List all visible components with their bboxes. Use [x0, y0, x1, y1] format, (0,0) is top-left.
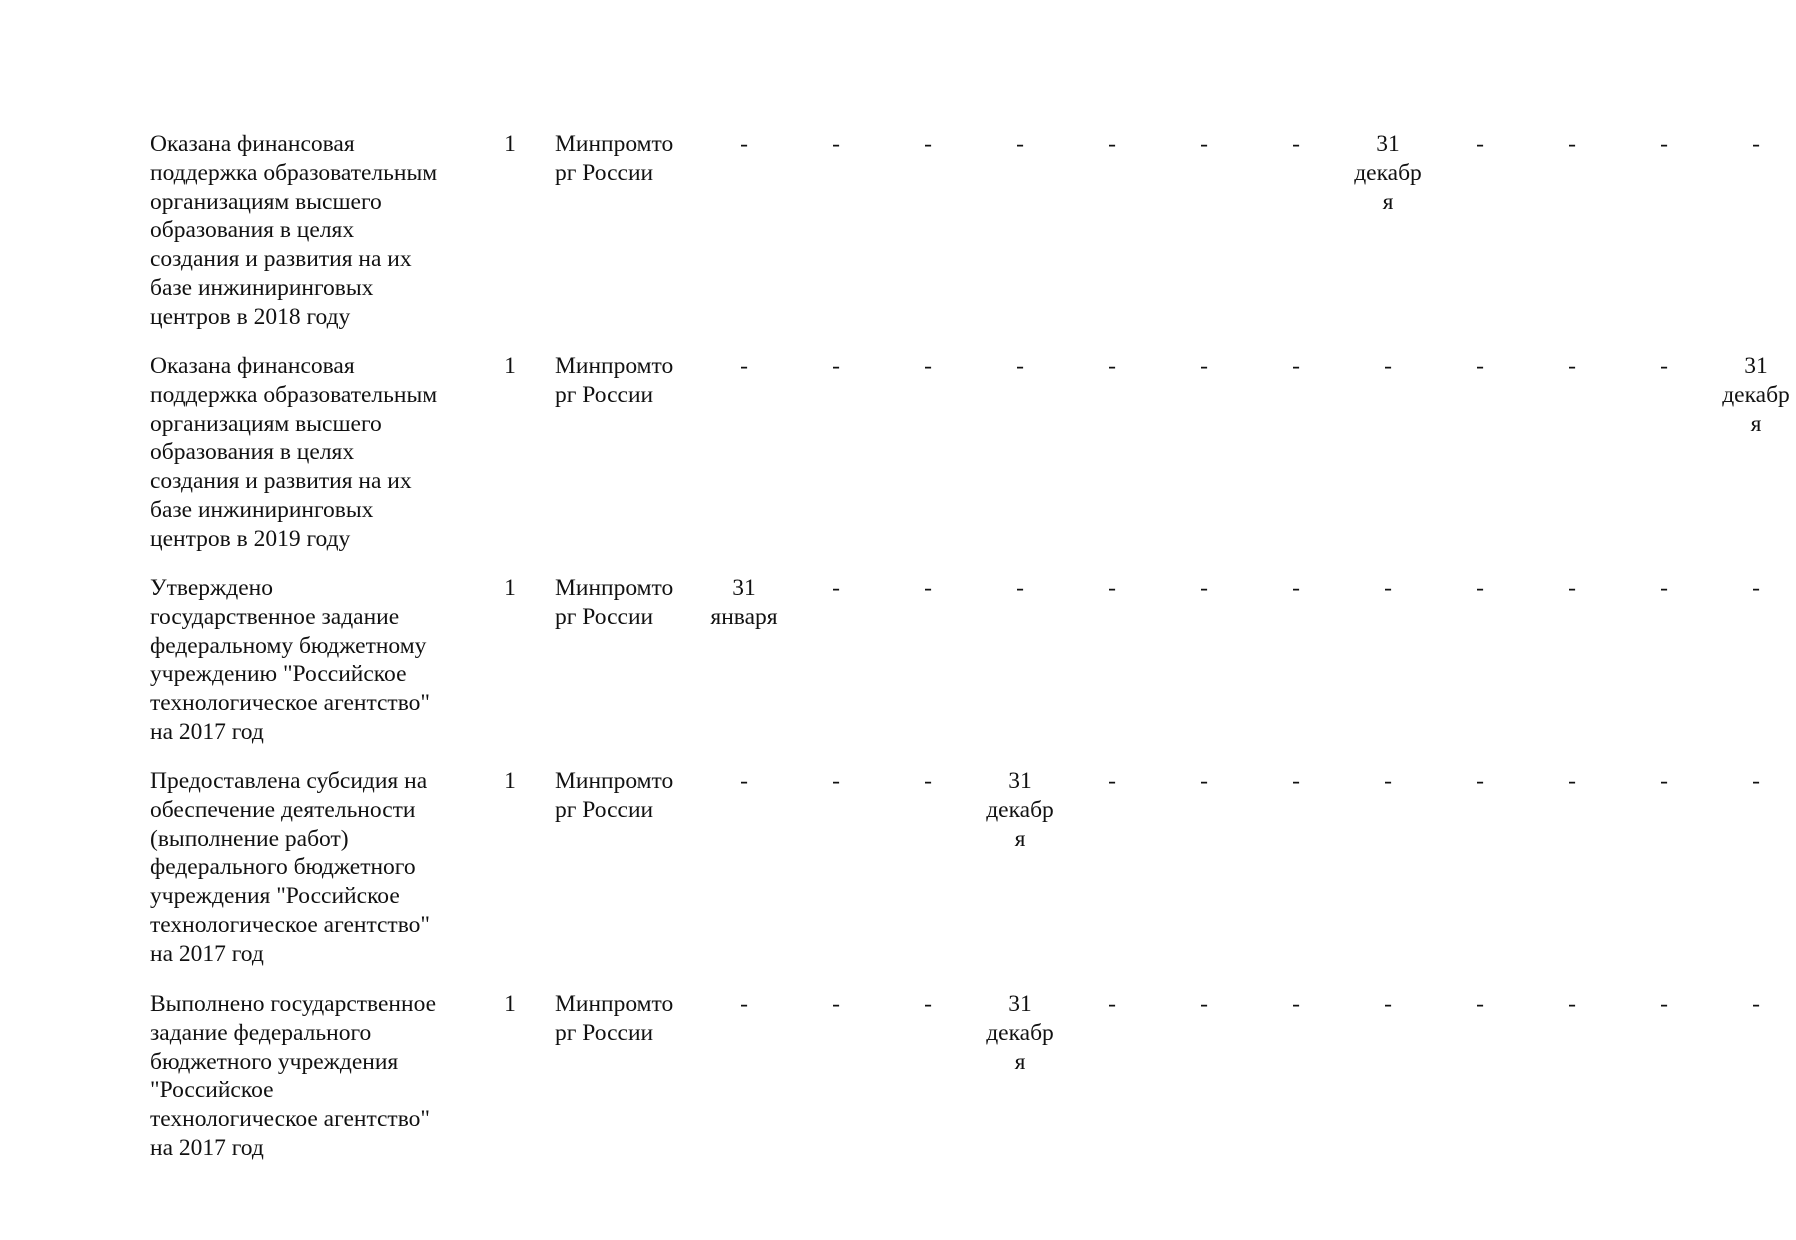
row-date-col-1: - [740, 991, 748, 1017]
row-date-col-7: - [1292, 575, 1300, 601]
row-date-col-8: - [1384, 353, 1392, 379]
row-date-col-7: - [1292, 353, 1300, 379]
row-date-col-8: - [1384, 575, 1392, 601]
row-number: 1 [504, 768, 516, 794]
row-number: 1 [504, 575, 516, 601]
row-date-col-9: - [1476, 131, 1484, 157]
row-date-col-4: - [1016, 575, 1024, 601]
row-date-col-12: - [1752, 768, 1760, 794]
row-date-col-12: - [1752, 991, 1760, 1017]
row-date-col-12: - [1752, 131, 1760, 157]
row-date-col-2: - [832, 768, 840, 794]
row-date-col-3: - [924, 768, 932, 794]
row-date-col-5: - [1108, 575, 1116, 601]
row-date-col-7: - [1292, 991, 1300, 1017]
row-date-col-9: - [1476, 768, 1484, 794]
row-date-col-3: - [924, 575, 932, 601]
row-number: 1 [504, 131, 516, 157]
row-date-col-10: - [1568, 353, 1576, 379]
row-date-col-4: 31 декабр я [986, 991, 1054, 1075]
row-organization: Минпромто рг России [555, 353, 674, 408]
row-date-col-3: - [924, 353, 932, 379]
row-date-col-6: - [1200, 353, 1208, 379]
row-date-col-11: - [1660, 575, 1668, 601]
row-date-col-9: - [1476, 353, 1484, 379]
row-date-col-6: - [1200, 575, 1208, 601]
row-date-col-11: - [1660, 991, 1668, 1017]
row-description: Оказана финансовая поддержка образовательным организациям высшего образования в целях создания и развития на их базе инжиниринговых центров в 2018 году [150, 131, 438, 330]
row-date-col-8: - [1384, 991, 1392, 1017]
row-date-col-1: - [740, 768, 748, 794]
row-description: Оказана финансовая поддержка образовательным организациям высшего образования в целях создания и развития на их базе инжиниринговых центров в 2019 году [150, 353, 438, 552]
row-date-col-12: 31 декабр я [1722, 353, 1790, 437]
row-date-col-10: - [1568, 131, 1576, 157]
row-date-col-2: - [832, 575, 840, 601]
row-date-col-2: - [832, 353, 840, 379]
row-date-col-12: - [1752, 575, 1760, 601]
row-organization: Минпромто рг России [555, 991, 674, 1046]
row-date-col-3: - [924, 991, 932, 1017]
row-date-col-4: - [1016, 131, 1024, 157]
row-description: Выполнено государственное задание федерального бюджетного учреждения "Российское технологическое агентство" на 2017 год [150, 991, 437, 1161]
row-date-col-1: 31 января [710, 575, 778, 630]
row-organization: Минпромто рг России [555, 768, 674, 823]
row-date-col-3: - [924, 131, 932, 157]
row-organization: Минпромто рг России [555, 131, 674, 186]
row-date-col-5: - [1108, 768, 1116, 794]
row-description: Утверждено государственное задание федеральному бюджетному учреждению "Российское технологическое агентство" на 2017 год [150, 575, 430, 745]
row-date-col-7: - [1292, 131, 1300, 157]
row-date-col-10: - [1568, 991, 1576, 1017]
row-description: Предоставлена субсидия на обеспечение деятельности (выполнение работ) федерального бюджетного учреждения "Российское технологическое агентство" на 2017 год [150, 768, 430, 967]
row-date-col-5: - [1108, 353, 1116, 379]
row-date-col-6: - [1200, 768, 1208, 794]
row-date-col-11: - [1660, 768, 1668, 794]
row-date-col-8: - [1384, 768, 1392, 794]
row-date-col-2: - [832, 991, 840, 1017]
row-number: 1 [504, 353, 516, 379]
row-date-col-10: - [1568, 575, 1576, 601]
row-date-col-1: - [740, 353, 748, 379]
row-date-col-2: - [832, 131, 840, 157]
row-date-col-8: 31 декабр я [1354, 131, 1422, 215]
row-date-col-11: - [1660, 353, 1668, 379]
row-date-col-9: - [1476, 991, 1484, 1017]
row-date-col-9: - [1476, 575, 1484, 601]
row-date-col-5: - [1108, 991, 1116, 1017]
row-date-col-6: - [1200, 131, 1208, 157]
row-date-col-4: - [1016, 353, 1024, 379]
row-organization: Минпромто рг России [555, 575, 674, 630]
row-number: 1 [504, 991, 516, 1017]
row-date-col-5: - [1108, 131, 1116, 157]
row-date-col-7: - [1292, 768, 1300, 794]
row-date-col-4: 31 декабр я [986, 768, 1054, 852]
row-date-col-10: - [1568, 768, 1576, 794]
row-date-col-1: - [740, 131, 748, 157]
row-date-col-11: - [1660, 131, 1668, 157]
row-date-col-6: - [1200, 991, 1208, 1017]
